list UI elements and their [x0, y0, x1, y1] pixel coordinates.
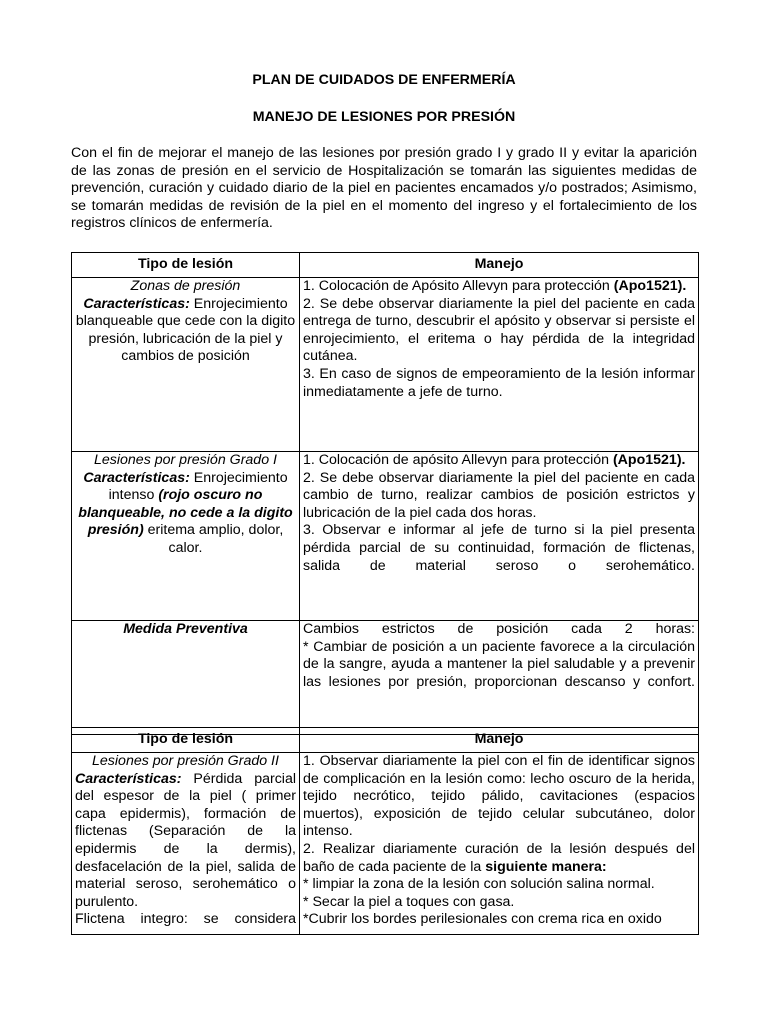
- lesion-type-cell: [72, 278, 300, 452]
- header-tipo-lesion: Tipo de lesión: [72, 728, 300, 753]
- care-table-1: [71, 252, 699, 735]
- table-row: [72, 753, 699, 935]
- preventive-measure-label: Medida Preventiva: [123, 621, 248, 637]
- table-header-row: [72, 728, 699, 753]
- management-step-3: * limpiar la zona de la lesión con solución salina normal.: [303, 876, 655, 893]
- characteristics-text: Enrojecimiento blanqueable que cede con la digito presión, lubricación de la piel y cambios de posición: [75, 295, 296, 365]
- characteristics-emphasis: (rojo oscuro no blanqueable, no cede a la digito presión): [78, 487, 293, 539]
- management-step-5: *Cubrir los bordes perilesionales con crema rica en oxido: [303, 911, 662, 928]
- product-code: (Apo1521).: [613, 278, 687, 294]
- care-table-2: [71, 727, 699, 935]
- characteristics-text: Pérdida parcial del espesor de la piel ( primer capa epidermis), formación de flictenas (Separación de la epidermis de la dermis), desfacelación de la piel, salida de material seroso, serohemático o purulento.: [75, 770, 296, 910]
- lesion-type-cell: [72, 452, 300, 621]
- characteristics-label: Características:: [83, 295, 190, 312]
- characteristics-text-2: Flictena integro: se considera: [75, 911, 296, 928]
- management-cell: [300, 452, 699, 621]
- management-cell: [300, 753, 699, 935]
- characteristics-label: Características:: [83, 469, 190, 486]
- management-step-4: * Secar la piel a toques con gasa.: [303, 893, 515, 910]
- table-header-row: [72, 253, 699, 278]
- management-step-2-emphasis: siguiente manera:: [485, 858, 607, 875]
- header-manejo: Manejo: [300, 253, 699, 278]
- characteristics-label: Características:: [75, 770, 182, 787]
- characteristics-text: Enrojecimiento intenso: [108, 469, 288, 504]
- management-step-3: 3. En caso de signos de empeoramiento de la lesión informar inmediatamente a jefe de turno.: [303, 365, 695, 400]
- table-row: [72, 278, 699, 452]
- management-step-1: 1. Colocación de apósito Allevyn para protección: [303, 452, 613, 468]
- management-cell: [300, 621, 699, 735]
- lesion-name: Zonas de presión: [130, 278, 241, 294]
- intro-paragraph: Con el fin de mejorar el manejo de las lesiones por presión grado I y grado II y evitar la aparición de las zonas de presión en el servicio de Hospitalización se tomarán las siguientes medidas de prevención, curación y cuidado diario de la piel en pacientes encamados y/o postrados; Asimismo, se tomarán medidas de revisión de la piel en el momento del ingreso y el fortalecimiento de los registros clínicos de enfermería.: [71, 145, 697, 232]
- document-subtitle: MANEJO DE LESIONES POR PRESIÓN: [252, 109, 516, 125]
- lesion-type-cell: [72, 753, 300, 935]
- management-step-1: Cambios estrictos de posición cada 2 horas:: [303, 621, 695, 637]
- management-step-2: 2. Realizar diariamente curación de la lesión después del baño de cada paciente de la: [303, 840, 695, 875]
- document-title: PLAN DE CUIDADOS DE ENFERMERÍA: [252, 72, 516, 88]
- management-step-2: 2. Se debe observar diariamente la piel del paciente en cada entrega de turno, descubrir el apósito y observar si persiste el enrojecimiento, el eritema o hay pérdida de la integridad cutánea.: [303, 295, 695, 365]
- management-step-2: * Cambiar de posición a un paciente favorece a la circulación de la sangre, ayuda a mantener la piel saludable y a prevenir las lesiones por presión, proporcionan descanso y confort.: [303, 638, 695, 690]
- management-step-2: 2. Se debe observar diariamente la piel del paciente en cada cambio de turno, realizar cambios de posición estrictos y lubricación de la piel cada dos horas.: [303, 469, 695, 521]
- table-row: [72, 452, 699, 621]
- characteristics-text-2: eritema amplio, dolor, calor.: [143, 522, 284, 556]
- header-tipo-lesion: Tipo de lesión: [72, 253, 300, 278]
- header-manejo: Manejo: [300, 728, 699, 753]
- management-step-1: 1. Colocación de Apósito Allevyn para protección: [303, 278, 614, 294]
- table-row: [72, 621, 699, 735]
- product-code: (Apo1521).: [612, 452, 686, 468]
- management-step-3: 3. Observar e informar al jefe de turno si la piel presenta pérdida parcial de su continuidad, formación de flictenas, salida de material seroso o serohemático.: [303, 522, 695, 574]
- lesion-name: Lesiones por presión Grado II: [92, 753, 279, 769]
- management-cell: [300, 278, 699, 452]
- lesion-type-cell: [72, 621, 300, 735]
- management-step-1: 1. Observar diariamente la piel con el fin de identificar signos de complicación en la lesión como: lecho oscuro de la herida, tejido necrótico, tejido pálido, cavitaciones (espacios muertos), exposición de tejido celular subcutáneo, dolor intenso.: [303, 753, 695, 840]
- lesion-name: Lesiones por presión Grado I: [94, 452, 277, 468]
